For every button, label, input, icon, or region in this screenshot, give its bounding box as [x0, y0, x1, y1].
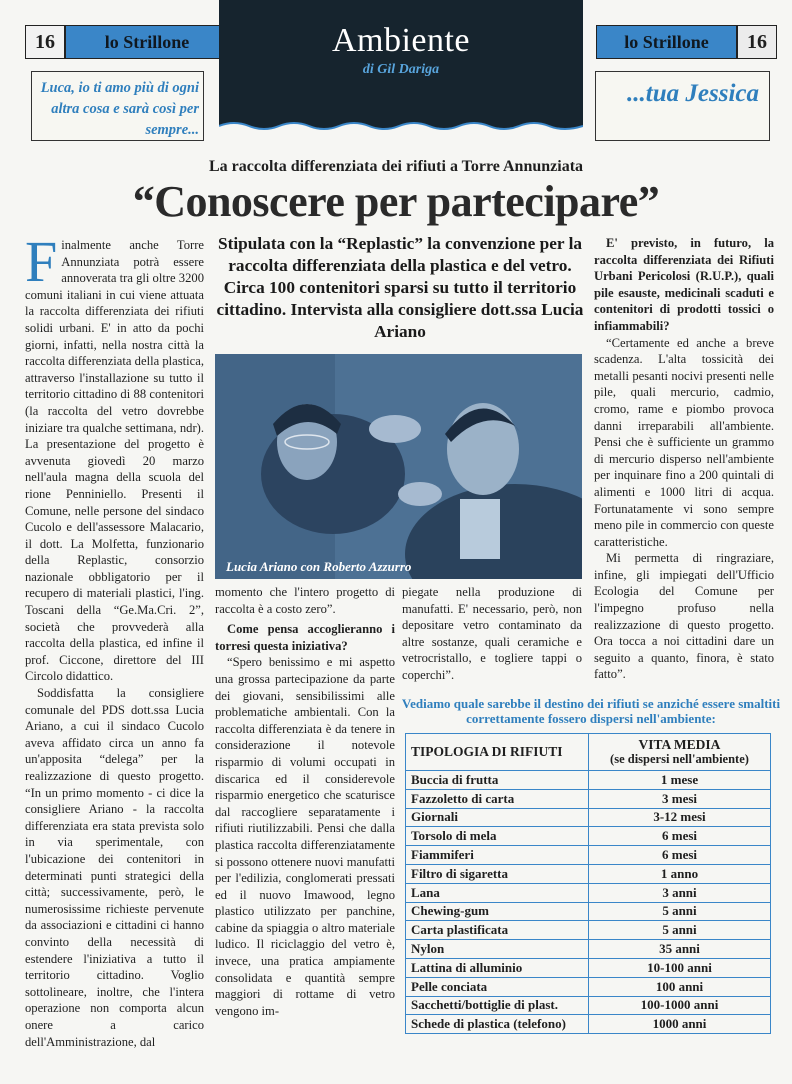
average-life-cell: 1 mese [589, 771, 771, 790]
average-life-cell: 3 mesi [589, 789, 771, 808]
waste-type-cell: Schede di plastica (telefono) [406, 1015, 589, 1034]
column-2 [215, 584, 395, 1019]
table-row [406, 940, 771, 959]
average-life-cell: 100 anni [589, 977, 771, 996]
header-waste-type: TIPOLOGIA DI RIFIUTI [406, 734, 589, 771]
waste-type-cell: Fiammiferi [406, 846, 589, 865]
right-message-text: ...tua Jessica [627, 80, 759, 107]
banner-wave-edge [219, 120, 583, 134]
section-banner [219, 0, 583, 134]
table-row [406, 827, 771, 846]
average-life-cell: 5 anni [589, 902, 771, 921]
photo-caption: Lucia Ariano con Roberto Azzurro [226, 559, 412, 574]
col3-paragraph-1: piegate nella produzione di manufatti. E' necessario, però, non depositare vetro contaminato da altre sostanze, quali ceramiche e vetrocristallo, e togliere tappi o coperchi”. [402, 585, 582, 682]
col2-paragraph-1: momento che l'intero progetto di raccolta è a costo zero”. [215, 585, 395, 616]
average-life-cell: 3-12 mesi [589, 808, 771, 827]
table-row [406, 771, 771, 790]
right-folio [596, 25, 777, 59]
waste-type-cell: Lana [406, 883, 589, 902]
col1-paragraph-1: inalmente anche Torre Annunziata potrà essere annoverata tra gli oltre 3200 comuni italiani in cui viene attuata la raccolta differenziata dei rifiuti solidi urbani. E' in atto da pochi giorni, infatti, nella nostra città la raccolta differenziata della plastica, attraverso l'installazione su tutto il territorio cittadino di 88 contenitori (la raccolta del vetro dovrebbe iniziare tra qualche settimana, ndr). La presentazione del progetto è avvenuta giovedì 20 marzo nell'aula magna della scuola del rione Penniniello. Presenti il Comune, nelle persone del sindaco Cucolo e dell'assessore Malacario, il dott. La Molfetta, funzionario della Replastic, consorzio nazionale obbligatorio per il recupero di materiali plastici, l'ing. Toscani della “Ge.Ma.Cri. 2”, società che provvederà alla raccolta della plastica, ed infine il prof. Ciccone, direttore del III Circolo didattico. [25, 238, 204, 684]
table-row [406, 808, 771, 827]
article-photo [215, 354, 582, 579]
waste-type-cell: Chewing-gum [406, 902, 589, 921]
waste-type-cell: Giornali [406, 808, 589, 827]
average-life-cell: 5 anni [589, 921, 771, 940]
table-row [406, 883, 771, 902]
col4-paragraph-2: Mi permetta di ringraziare, infine, gli impiegati dell'Ufficio Ecologia del Comune per l'impegno profuso nella realizzazione di questo progetto. Ora tocca a noi cittadini dare un seguito a quanto, finora, è stato fatto”. [594, 551, 774, 682]
col4-paragraph-1: “Certamente ed anche a breve scadenza. L'alta tossicità dei metalli pesanti nocivi presenti nelle pile, quali mercurio, cadmio, cromo, rame e piombo provoca danni irreparabili all'ambiente. Pensi che è sufficiente un grammo di mercurio disperso nell'ambiente per inquinare fino a 200 quintali di alimenti e 1000 litri di acqua. Fortunatamente vi sono sempre meno pile in commercio con queste caratteristiche. [594, 335, 774, 549]
header-average-life-line1: VITA MEDIA [638, 737, 721, 752]
table-row [406, 864, 771, 883]
waste-type-cell: Lattina di alluminio [406, 958, 589, 977]
publication-name-right: lo Strillone [596, 25, 737, 59]
waste-type-cell: Sacchetti/bottiglie di plast. [406, 996, 589, 1015]
page-number-left: 16 [25, 25, 65, 59]
table-row [406, 846, 771, 865]
average-life-cell: 3 anni [589, 883, 771, 902]
average-life-cell: 6 mesi [589, 827, 771, 846]
column-4 [594, 235, 774, 683]
table-row [406, 996, 771, 1015]
table-row [406, 1015, 771, 1034]
table-title: Vediamo quale sarebbe il destino dei rifiuti se anziché essere smaltiti correttamente fossero dispersi nell'ambiente: [401, 696, 781, 726]
left-message-box [31, 71, 204, 141]
photo-illustration [215, 354, 582, 579]
left-folio [25, 25, 229, 59]
left-message-text: Luca, io ti amo più di ogni altra cosa e sarà così per sempre... [40, 80, 199, 138]
table-row [406, 921, 771, 940]
table-body [406, 771, 771, 1034]
section-title: Ambiente [331, 22, 471, 59]
average-life-cell: 1 anno [589, 864, 771, 883]
article-kicker: La raccolta differenziata dei rifiuti a Torre Annunziata [208, 158, 584, 175]
col2-question: Come pensa accoglieranno i torresi questa iniziativa? [215, 622, 395, 653]
header-average-life-line2: (se dispersi nell'ambiente) [610, 752, 749, 766]
waste-type-cell: Nylon [406, 940, 589, 959]
table-row [406, 789, 771, 808]
table-row [406, 902, 771, 921]
average-life-cell: 6 mesi [589, 846, 771, 865]
waste-type-cell: Pelle conciata [406, 977, 589, 996]
col4-question: E' previsto, in futuro, la raccolta differenziata dei Rifiuti Urbani Pericolosi (R.U.P.), quali pile esauste, medicinali scaduti e contenitori di prodotti tossici o infiammabili? [594, 236, 774, 333]
average-life-cell: 1000 anni [589, 1015, 771, 1034]
table-row [406, 977, 771, 996]
average-life-cell: 100-1000 anni [589, 996, 771, 1015]
table-header-row [406, 734, 771, 771]
average-life-cell: 35 anni [589, 940, 771, 959]
waste-type-cell: Buccia di frutta [406, 771, 589, 790]
publication-name-left: lo Strillone [65, 25, 229, 59]
header-average-life [589, 734, 771, 771]
waste-type-cell: Filtro di sigaretta [406, 864, 589, 883]
column-1 [25, 229, 204, 1050]
drop-cap: F [25, 229, 58, 294]
table-row [406, 958, 771, 977]
col2-paragraph-2: “Spero benissimo e mi aspetto una grossa partecipazione da parte dei giovani, sensibilissimi alle problematiche ambientali. Con la raccolta differenziata è da tenere in considerazione il notevole risparmio di volumi occupati in discarica ed il considerevole risparmio energetico che scaturisce dal raccogliere separatamente i rifiuti riutilizzabili. Pensi che dalla plastica raccolta differenziatamente si possono ottenere nuovi manufatti per l'edilizia, conglomerati pressati ed il nuovo Imawood, legno plastico utilizzato per panchine, cabine da spiaggia o altro materiale ludico. Il riciclaggio del vetro è, invece, una pratica ampiamente consolidata e quantità sempre maggiori di rottame di vetro vengono im- [215, 655, 395, 1018]
author-byline: di Gil Dariga [362, 62, 440, 77]
waste-type-cell: Torsolo di mela [406, 827, 589, 846]
waste-type-cell: Fazzoletto di carta [406, 789, 589, 808]
average-life-cell: 10-100 anni [589, 958, 771, 977]
right-message-box [595, 71, 770, 141]
article-deck: Stipulata con la “Replastic” la convenzione per la raccolta differenziata della plastica e del vetro. Circa 100 contenitori sparsi su tutto il territorio cittadino. Intervista alla consigliere dott.ssa Lucia Ariano [216, 234, 584, 341]
waste-type-cell: Carta plastificata [406, 921, 589, 940]
waste-lifetime-table [405, 733, 771, 1034]
column-3 [402, 584, 582, 684]
article-headline: “Conoscere per partecipare” [132, 177, 660, 226]
page-number-right: 16 [737, 25, 777, 59]
col1-paragraph-2: Soddisfatta la consigliere comunale del PDS dott.ssa Lucia Ariano, a cui il sindaco Cucolo aveva affidato circa un anno fa un'apposita “delega” per la realizzazione di questo progetto. “In un primo momento - ci dice la consigliere Ariano - la raccolta differenziata era stata prevista solo in via sperimentale, con l'ubicazione dei contenitori in determinati punti strategici della città; successivamente, però, le numerosissime richieste pervenute da associazioni e cittadini ci hanno convinto della necessità di estendere l'iniziativa a tutto il territorio cittadino. Voglio sottolineare, inoltre, che l'intera operazione non comporta alcun onere a carico dell'Amministrazione, dal [25, 686, 204, 1049]
